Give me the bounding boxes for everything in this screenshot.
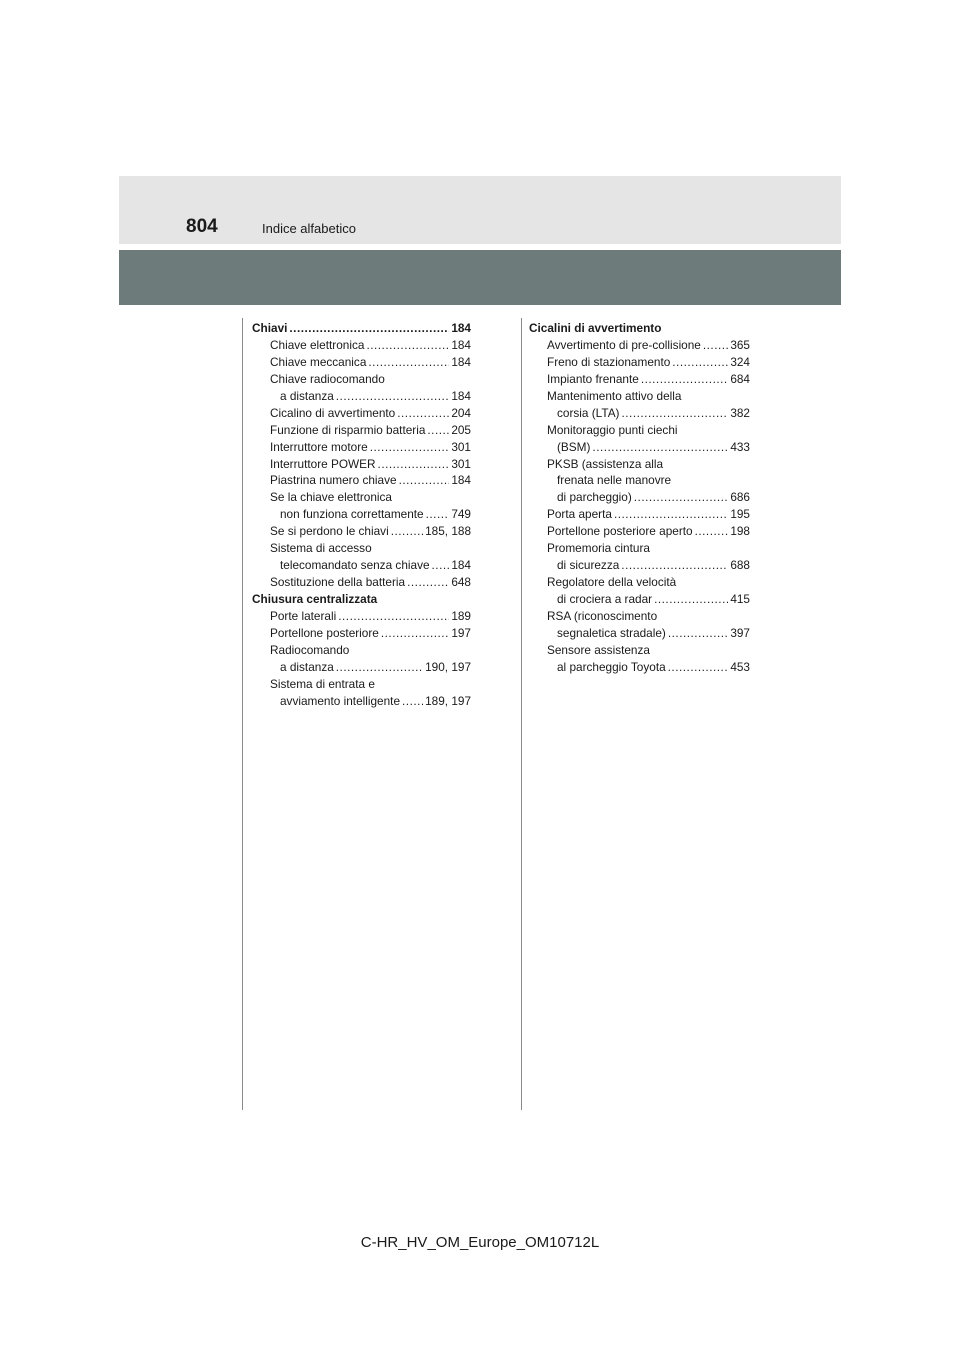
index-entry [529,642,750,659]
entry-text: Impianto frenante [547,371,639,386]
entry-text: a distanza [280,659,334,674]
entry-page-ref: 198 [730,524,750,539]
dot-leader [432,557,450,574]
entry-text: Sostituzione della batteria [270,575,406,590]
entry-text: Promemoria cintura [547,541,650,556]
entry-text: Portellone posteriore aperto [547,524,693,539]
entry-page-ref: 324 [730,354,750,369]
entry-text: Chiavi [252,321,288,335]
index-column-right [529,320,750,676]
dot-leader [391,523,423,540]
entry-text: Freno di stazionamento [547,354,671,369]
index-entry [529,337,750,354]
dot-leader [368,354,449,371]
entry-page-ref: 184 [451,388,471,403]
entry-page-ref: 197 [451,625,471,640]
entry-text: non funziona correttamente [280,507,424,522]
index-entry [529,523,750,540]
dot-leader [668,625,728,642]
index-entry [529,557,750,574]
dot-leader [668,659,729,676]
dot-leader [654,591,728,608]
dot-leader [427,422,449,439]
dot-leader [622,405,729,422]
index-entry [252,439,471,456]
index-entry [252,557,471,574]
entry-text: Porta aperta [547,507,612,522]
entry-text: avviamento intelligente [280,693,401,708]
dot-leader [402,693,423,710]
entry-text: PKSB (assistenza alla [547,456,664,471]
index-entry [529,659,750,676]
index-entry [529,625,750,642]
entry-page-ref: 190, 197 [425,659,471,674]
entry-page-ref: 684 [730,371,750,386]
dot-leader [614,506,728,523]
dot-leader [407,574,449,591]
entry-page-ref: 184 [451,321,471,335]
index-entry [252,337,471,354]
index-entry [252,540,471,557]
index-entry [252,506,471,523]
entry-text: di crociera a radar [557,592,653,606]
dot-leader [289,320,449,337]
dot-leader [378,456,450,473]
entry-page-ref: 749 [451,507,471,522]
entry-page-ref: 301 [451,456,471,471]
entry-page-ref: 648 [451,575,471,590]
dot-leader [695,523,729,540]
column-rule-middle [521,318,522,1110]
index-entry [529,354,750,371]
entry-text: Interruttore motore [270,439,368,454]
index-entry [252,625,471,642]
index-entry [529,506,750,523]
dot-leader [672,354,728,371]
dot-leader [336,388,450,405]
column-rule-left [242,318,243,1110]
entry-text: segnaletica stradale) [557,625,666,640]
index-column-left [252,320,471,710]
dot-leader [703,337,728,354]
index-entry [252,642,471,659]
index-entry [529,489,750,506]
entry-text: Avvertimento di pre-collisione [547,337,701,352]
entry-text: Cicalini di avvertimento [529,321,662,335]
entry-page-ref: 688 [730,558,750,573]
dot-leader [336,659,423,676]
entry-text: Sistema di accesso [270,541,372,556]
document-code: C-HR_HV_OM_Europe_OM10712L [360,1234,600,1251]
index-entry [529,388,750,405]
index-entry [252,489,471,506]
index-entry [529,608,750,625]
entry-text: al parcheggio Toyota [557,659,666,674]
index-entry [252,354,471,371]
entry-text: frenata nelle manovre [557,473,672,488]
index-entry [529,439,750,456]
index-entry [252,422,471,439]
entry-text: di sicurezza [557,558,620,573]
index-entry [252,574,471,591]
entry-page-ref: 365 [730,337,750,352]
index-entry [252,371,471,388]
dot-leader [621,557,728,574]
index-entry [529,540,750,557]
dot-leader [370,439,450,456]
entry-page-ref: 195 [730,507,750,522]
entry-text: Mantenimento attivo della [547,388,682,403]
entry-text: Piastrina numero chiave [270,473,397,488]
index-entry [529,422,750,439]
index-entry [252,405,471,422]
entry-text: di parcheggio) [557,490,632,505]
entry-page-ref: 184 [451,354,471,369]
entry-page-ref: 184 [451,473,471,488]
entry-text: corsia (LTA) [557,405,620,420]
entry-text: Chiave radiocomando [270,371,385,386]
index-entry [252,676,471,693]
index-entry [252,456,471,473]
entry-text: (BSM) [557,439,591,454]
entry-text: Interruttore POWER [270,456,376,471]
entry-text: Monitoraggio punti ciechi [547,422,678,437]
index-entry [252,472,471,489]
entry-page-ref: 382 [730,405,750,420]
entry-text: Funzione di risparmio batteria [270,422,426,437]
entry-text: Cicalino di avvertimento [270,405,396,420]
page-number: 804 [186,216,218,237]
header-bar [119,250,841,305]
dot-leader [634,489,729,506]
index-entry [252,523,471,540]
entry-text: telecomandato senza chiave [280,558,430,573]
entry-page-ref: 433 [730,439,750,454]
dot-leader [426,506,450,523]
index-heading [252,591,471,608]
entry-text: a distanza [280,388,334,403]
entry-text: Sistema di entrata e [270,676,375,691]
index-entry [529,371,750,388]
dot-leader [399,472,450,489]
dot-leader [366,337,449,354]
entry-text: Chiave elettronica [270,337,365,352]
entry-page-ref: 184 [451,558,471,573]
entry-page-ref: 204 [451,405,471,420]
index-entry [252,388,471,405]
entry-text: Se la chiave elettronica [270,490,392,505]
entry-page-ref: 185, 188 [425,524,471,539]
entry-page-ref: 184 [451,337,471,352]
entry-text: Chiave meccanica [270,354,367,369]
index-entry [252,608,471,625]
entry-text: Chiusura centralizzata [252,592,378,606]
index-entry [529,405,750,422]
dot-leader [641,371,729,388]
entry-text: Sensore assistenza [547,642,650,657]
entry-page-ref: 453 [730,659,750,674]
entry-page-ref: 205 [451,422,471,437]
entry-page-ref: 686 [730,490,750,505]
index-entry [529,591,750,608]
dot-leader [381,625,449,642]
entry-page-ref: 189 [451,608,471,623]
dot-leader [592,439,728,456]
index-entry [529,574,750,591]
entry-page-ref: 397 [730,625,750,640]
index-heading [252,320,471,337]
dot-leader [338,608,449,625]
section-title: Indice alfabetico [262,221,356,236]
entry-text: Se si perdono le chiavi [270,524,389,539]
entry-text: Porte laterali [270,608,337,623]
index-heading [529,320,750,337]
entry-page-ref: 189, 197 [425,693,471,708]
index-entry [252,693,471,710]
entry-text: RSA (riconoscimento [547,608,658,623]
header-band [119,176,841,244]
entry-text: Portellone posteriore [270,625,379,640]
index-entry [529,472,750,489]
index-entry [252,659,471,676]
entry-text: Regolatore della velocità [547,575,677,590]
dot-leader [397,405,449,422]
entry-page-ref: 415 [730,592,750,606]
index-entry [529,456,750,473]
entry-page-ref: 301 [451,439,471,454]
entry-text: Radiocomando [270,642,350,657]
